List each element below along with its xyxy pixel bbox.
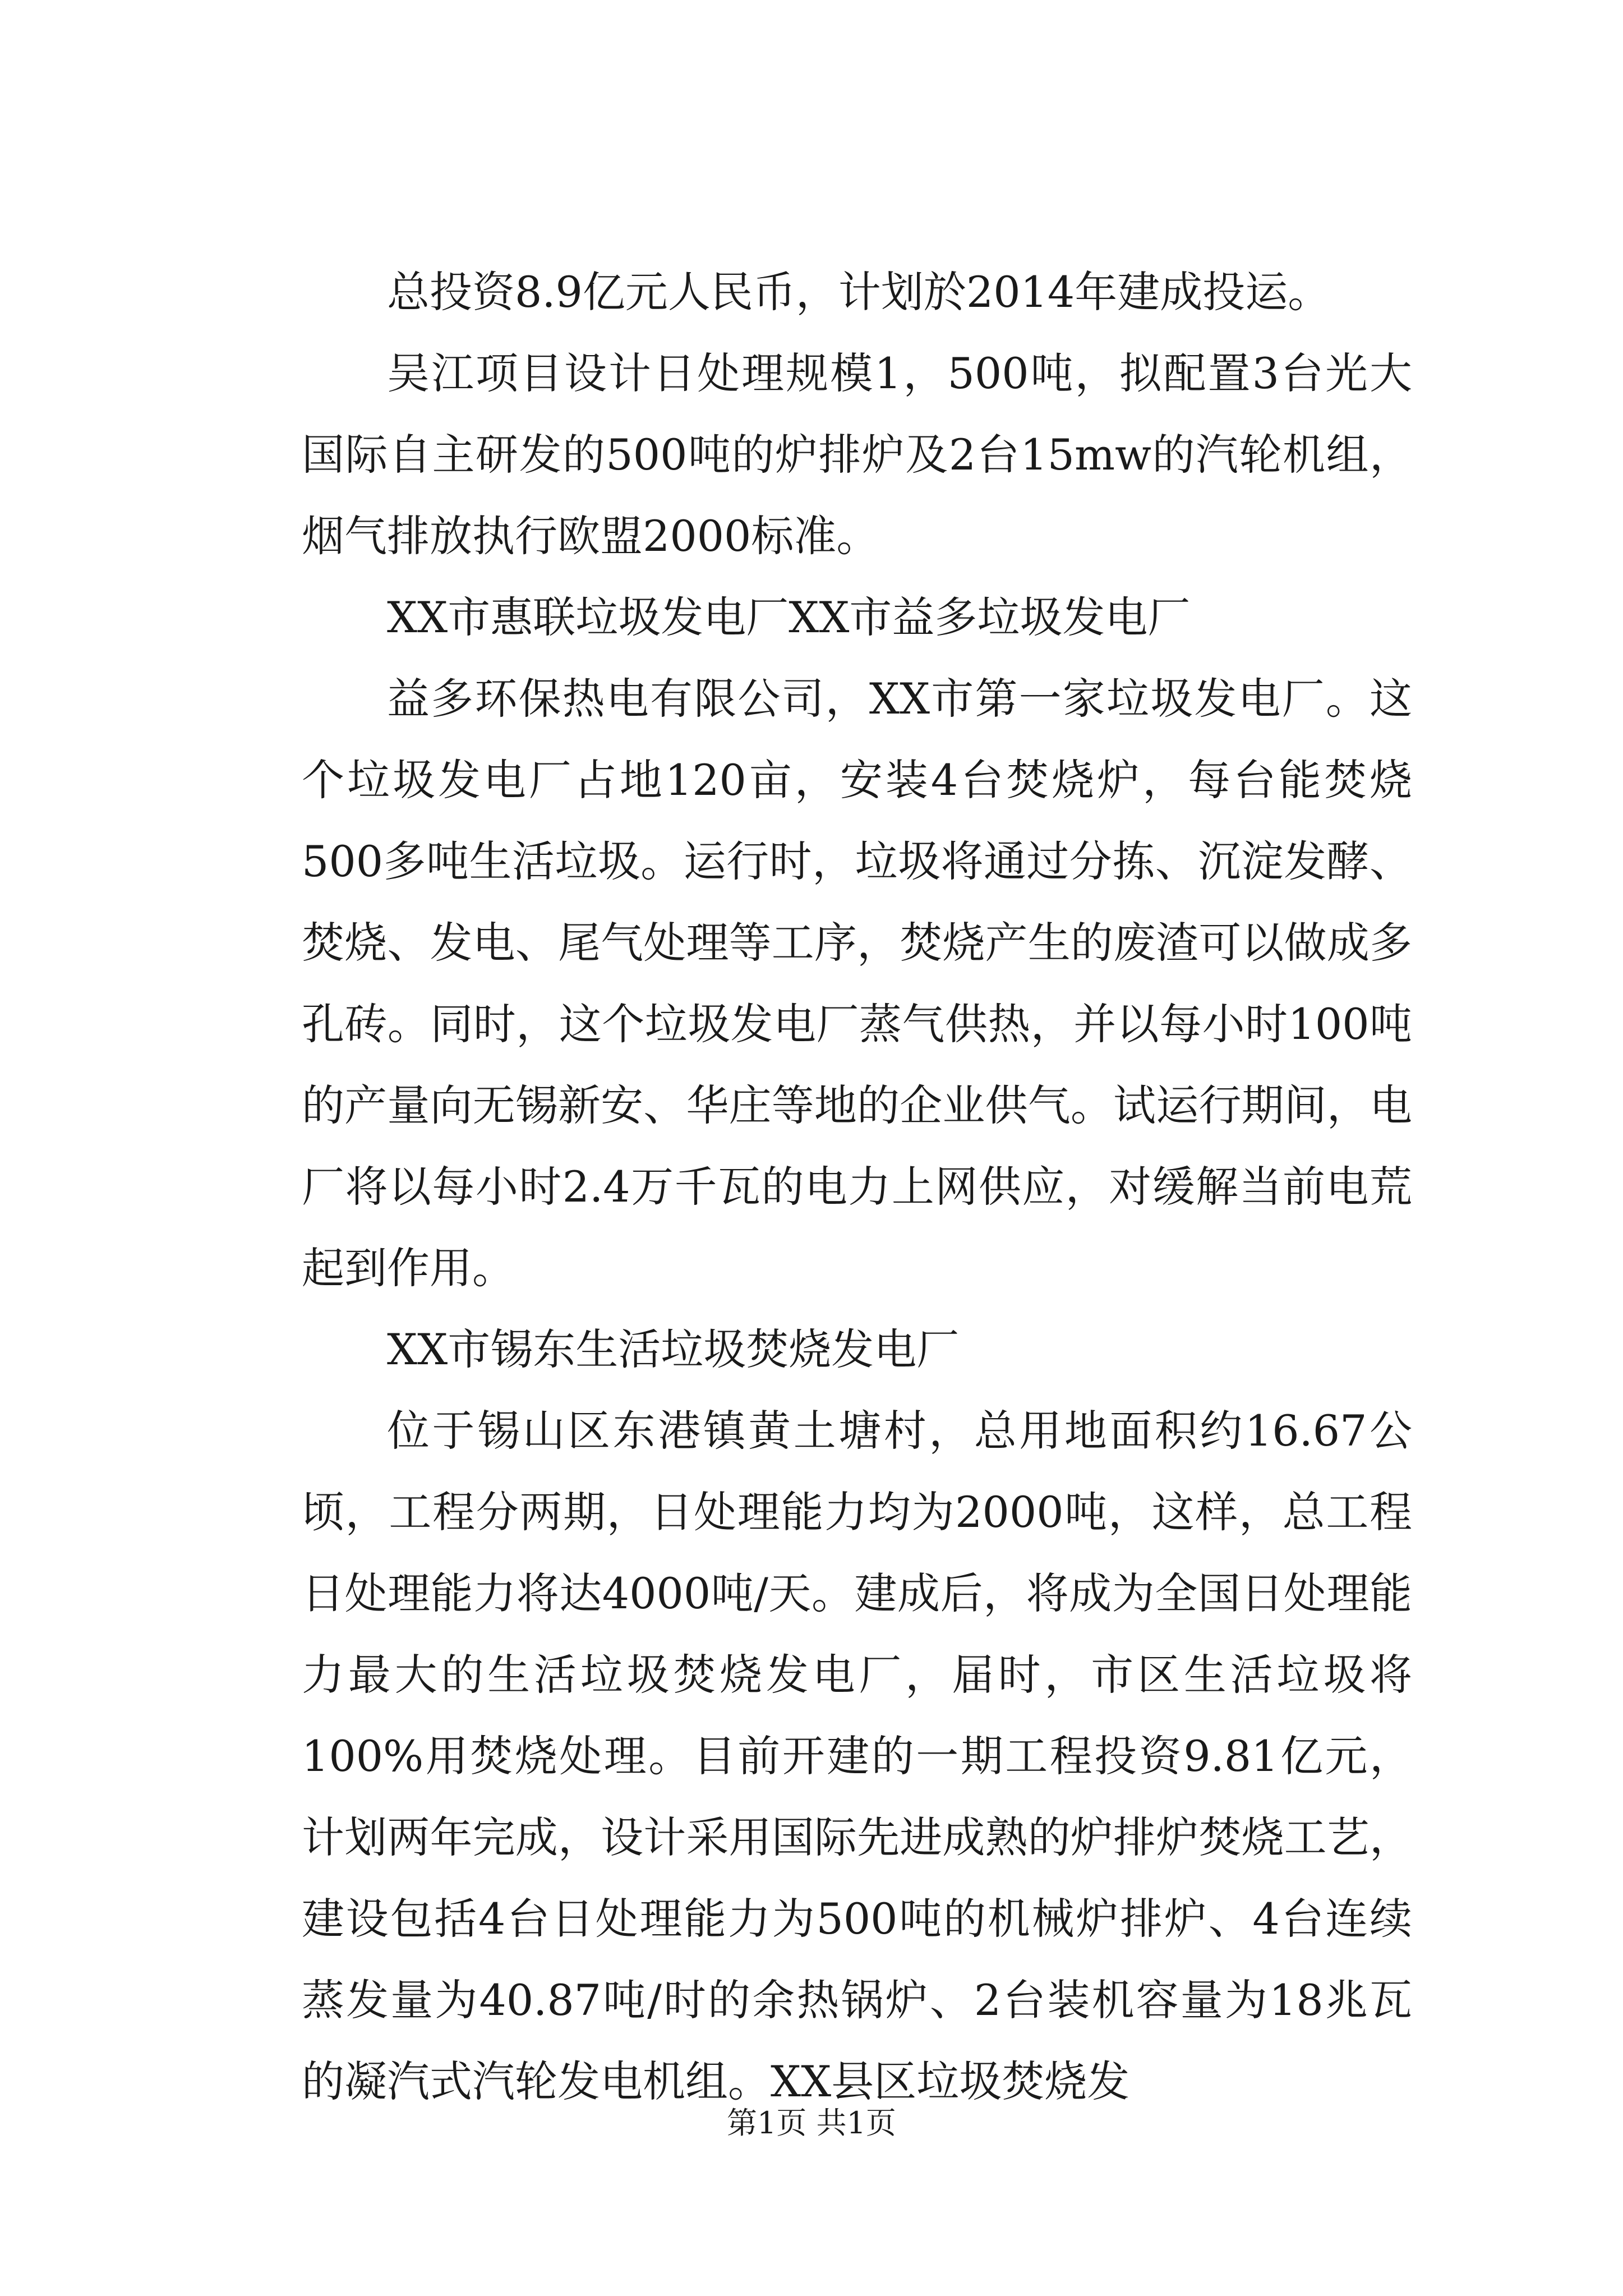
paragraph-wujiang-project: 吴江项目设计日处理规模1，500吨，拟配置3台光大国际自主研发的500吨的炉排炉及2台15mw的汽轮机组，烟气排放执行欧盟2000标准。 xyxy=(302,348,1412,561)
paragraph-xidong-heading: XX市锡东生活垃圾焚烧发电厂 xyxy=(387,1324,960,1374)
paragraph-yiduo-plant: 益多环保热电有限公司，XX市第一家垃圾发电厂。这个垃圾发电厂占地120亩，安装4台焚烧炉，每台能焚烧500多吨生活垃圾。运行时，垃圾将通过分拣、沉淀发酵、焚烧、发电、尾气处理等工序，焚烧产生的废渣可以做成多孔砖。同时，这个垃圾发电厂蒸气供热，并以每小时100吨的产量向无锡新安、华庄等地的企业供气。试运行期间，电厂将以每小时2.4万千瓦的电力上网供应，对缓解当前电荒起到作用。 xyxy=(302,674,1412,1293)
paragraph-investment: 总投资8.9亿元人民币，计划於2014年建成投运。 xyxy=(387,267,1331,317)
page-footer: 第1页 共1页 xyxy=(727,2105,896,2141)
paragraph-xidong-details: 位于锡山区东港镇黄土塘村，总用地面积约16.67公顷，工程分两期，日处理能力均为2000吨，这样，总工程日处理能力将达4000吨/天。建成后，将成为全国日处理能力最大的生活垃圾焚烧发电厂，届时，市区生活垃圾将100%用焚烧处理。目前开建的一期工程投资9.81亿元，计划两年完成，设计采用国际先进成熟的炉排炉焚烧工艺，建设包括4台日处理能力为500吨的机械炉排炉、4台连续蒸发量为40.87吨/时的余热锅炉、2台装机容量为18兆瓦的凝汽式汽轮发电机组。XX县区垃圾焚烧发 xyxy=(302,1406,1412,2106)
paragraph-plant-names: XX市惠联垃圾发电厂XX市益多垃圾发电厂 xyxy=(387,592,1191,642)
document-body xyxy=(302,251,1412,2122)
